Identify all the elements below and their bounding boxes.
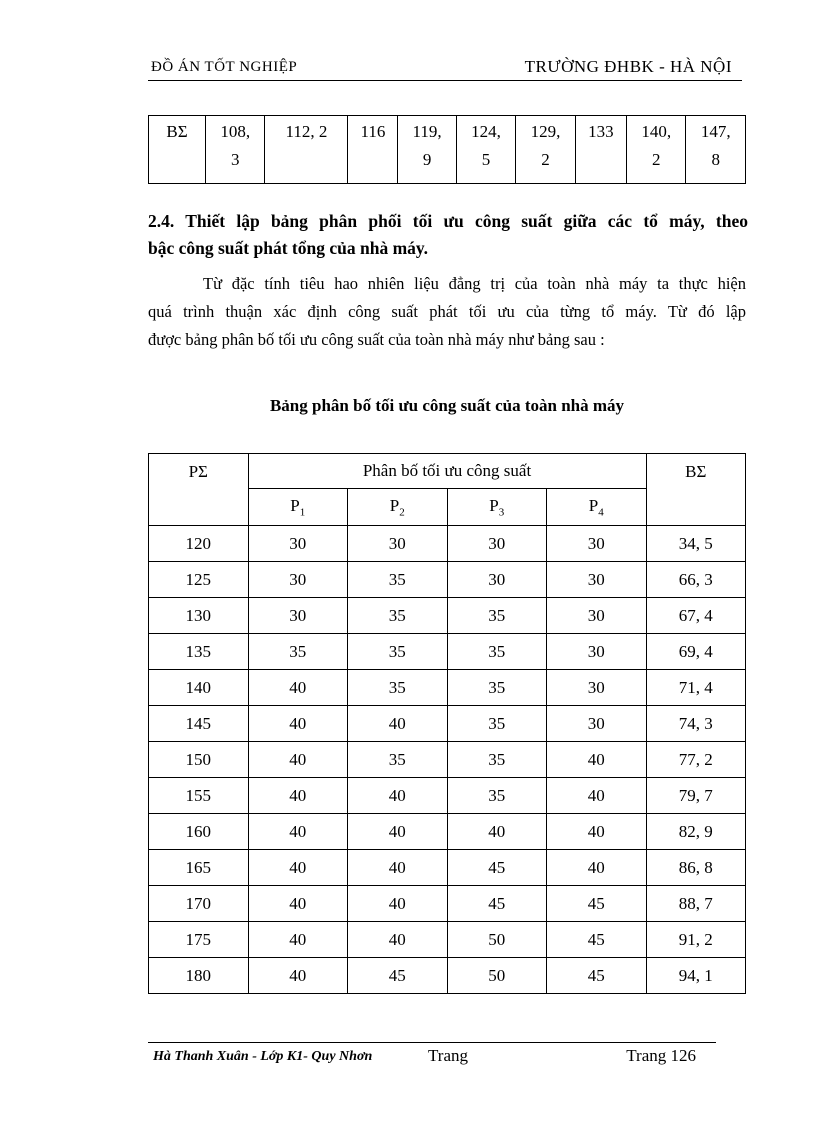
table-cell: 67, 4 xyxy=(646,598,746,634)
table-row xyxy=(149,562,746,598)
optimal-distribution-table xyxy=(148,453,746,994)
table-cell: 155 xyxy=(149,778,249,814)
footer-author: Hà Thanh Xuân - Lớp K1- Quy Nhơn xyxy=(153,1049,373,1064)
table-cell: 45 xyxy=(547,886,647,922)
table-cell: 40 xyxy=(547,778,647,814)
table-row xyxy=(149,778,746,814)
table-row xyxy=(149,526,746,562)
table-cell: 35 xyxy=(248,634,348,670)
table-row-label: BΣ xyxy=(149,116,206,184)
table-cell: 150 xyxy=(149,742,249,778)
table-cell: 40 xyxy=(248,706,348,742)
body-paragraph: Từ đặc tính tiêu hao nhiên liệu đẳng trị của toàn nhà máy ta thực hiện quá trình thuận xác định công suất phát tối ưu của từng tổ máy. Từ đó lập được bảng phân bố tối ưu công suất của toàn nhà máy như bảng sau : xyxy=(148,274,746,349)
table-cell: 91, 2 xyxy=(646,922,746,958)
table-cell: 40 xyxy=(248,742,348,778)
table-cell: 124, 5 xyxy=(456,116,515,184)
table-cell: 140, 2 xyxy=(626,116,685,184)
table-cell: 40 xyxy=(248,958,348,994)
table-cell: 45 xyxy=(447,886,547,922)
table-cell: 88, 7 xyxy=(646,886,746,922)
table-cell: 30 xyxy=(547,670,647,706)
table-cell: 45 xyxy=(547,922,647,958)
table-cell: 35 xyxy=(348,670,448,706)
table-row xyxy=(149,886,746,922)
table-cell: 165 xyxy=(149,850,249,886)
table-cell: 40 xyxy=(248,886,348,922)
top-cost-table xyxy=(148,115,746,184)
header-b-total: BΣ xyxy=(646,454,746,526)
table-cell: 50 xyxy=(447,922,547,958)
header-p3: $P_3$ xyxy=(447,489,547,526)
table-cell: 35 xyxy=(348,634,448,670)
table-cell: 35 xyxy=(447,598,547,634)
table-cell: 40 xyxy=(248,850,348,886)
table-cell: 129, 2 xyxy=(516,116,575,184)
table-cell: 40 xyxy=(547,814,647,850)
table-cell: 116 xyxy=(348,116,398,184)
table-row xyxy=(149,742,746,778)
table-cell: 30 xyxy=(547,706,647,742)
table-cell: 180 xyxy=(149,958,249,994)
table-cell: 175 xyxy=(149,922,249,958)
table-cell: 35 xyxy=(447,670,547,706)
page-footer xyxy=(148,1042,716,1071)
table-cell: 30 xyxy=(447,526,547,562)
table-cell: 30 xyxy=(248,526,348,562)
table-cell: 30 xyxy=(248,598,348,634)
table-cell: 35 xyxy=(447,634,547,670)
table-cell: 45 xyxy=(547,958,647,994)
table-cell: 140 xyxy=(149,670,249,706)
table-cell: 30 xyxy=(547,526,647,562)
table-row xyxy=(149,814,746,850)
table-cell: 147, 8 xyxy=(686,116,746,184)
table-cell: 119, 9 xyxy=(398,116,456,184)
table-row xyxy=(149,116,746,184)
table-cell: 35 xyxy=(447,778,547,814)
table-cell: 35 xyxy=(348,562,448,598)
table-cell: 50 xyxy=(447,958,547,994)
table-cell: 30 xyxy=(248,562,348,598)
table-cell: 79, 7 xyxy=(646,778,746,814)
table-cell: 145 xyxy=(149,706,249,742)
table-cell: 40 xyxy=(348,850,448,886)
table-cell: 94, 1 xyxy=(646,958,746,994)
table-cell: 35 xyxy=(447,742,547,778)
table-cell: 40 xyxy=(248,670,348,706)
table-header-row xyxy=(149,454,746,489)
table-cell: 30 xyxy=(547,634,647,670)
table-cell: 40 xyxy=(248,814,348,850)
header-p-total: PΣ xyxy=(149,454,249,526)
header-group: Phân bố tối ưu công suất xyxy=(248,454,646,489)
table-cell: 45 xyxy=(348,958,448,994)
table-row xyxy=(149,670,746,706)
table-cell: 108, 3 xyxy=(206,116,265,184)
footer-page-number: Trang 126 xyxy=(626,1046,696,1065)
table-cell: 40 xyxy=(447,814,547,850)
table-cell: 77, 2 xyxy=(646,742,746,778)
table-cell: 160 xyxy=(149,814,249,850)
table-cell: 133 xyxy=(575,116,626,184)
table-body xyxy=(149,526,746,994)
table-cell: 66, 3 xyxy=(646,562,746,598)
table-cell: 40 xyxy=(348,778,448,814)
table-cell: 30 xyxy=(547,562,647,598)
footer-trang-label: Trang xyxy=(428,1046,468,1065)
section-heading: 2.4. Thiết lập bảng phân phối tối ưu công suất giữa các tổ máy, theo bậc công suất phát tổng của nhà máy. xyxy=(148,211,748,258)
table-row xyxy=(149,958,746,994)
table-cell: 86, 8 xyxy=(646,850,746,886)
table-cell: 40 xyxy=(547,850,647,886)
table-cell: 30 xyxy=(348,526,448,562)
table-row xyxy=(149,922,746,958)
table-cell: 40 xyxy=(248,922,348,958)
header-university: TRƯỜNG ĐHBK - HÀ NỘI xyxy=(524,57,732,76)
header-project-title: ĐỒ ÁN TỐT NGHIỆP xyxy=(151,59,298,75)
table-cell: 40 xyxy=(547,742,647,778)
table-cell: 40 xyxy=(348,706,448,742)
table-cell: 30 xyxy=(447,562,547,598)
table-cell: 71, 4 xyxy=(646,670,746,706)
header-p2: $P_2$ xyxy=(348,489,448,526)
table-row xyxy=(149,850,746,886)
page-header xyxy=(148,56,742,81)
table-row xyxy=(149,598,746,634)
table-cell: 125 xyxy=(149,562,249,598)
header-p4: $P_4$ xyxy=(547,489,647,526)
table-cell: 40 xyxy=(348,922,448,958)
table-cell: 34, 5 xyxy=(646,526,746,562)
table-cell: 35 xyxy=(447,706,547,742)
table-cell: 130 xyxy=(149,598,249,634)
table-cell: 135 xyxy=(149,634,249,670)
table-cell: 74, 3 xyxy=(646,706,746,742)
table-row xyxy=(149,634,746,670)
table-cell: 170 xyxy=(149,886,249,922)
header-p1: $P_1$ xyxy=(248,489,348,526)
table-cell: 45 xyxy=(447,850,547,886)
table-cell: 35 xyxy=(348,598,448,634)
table-cell: 40 xyxy=(348,886,448,922)
table-row xyxy=(149,706,746,742)
table-cell: 112, 2 xyxy=(265,116,348,184)
table-cell: 30 xyxy=(547,598,647,634)
table-cell: 40 xyxy=(348,814,448,850)
table-caption: Bảng phân bố tối ưu công suất của toàn nhà máy xyxy=(269,396,625,415)
table-cell: 69, 4 xyxy=(646,634,746,670)
table-cell: 40 xyxy=(248,778,348,814)
table-cell: 35 xyxy=(348,742,448,778)
table-cell: 82, 9 xyxy=(646,814,746,850)
table-cell: 120 xyxy=(149,526,249,562)
